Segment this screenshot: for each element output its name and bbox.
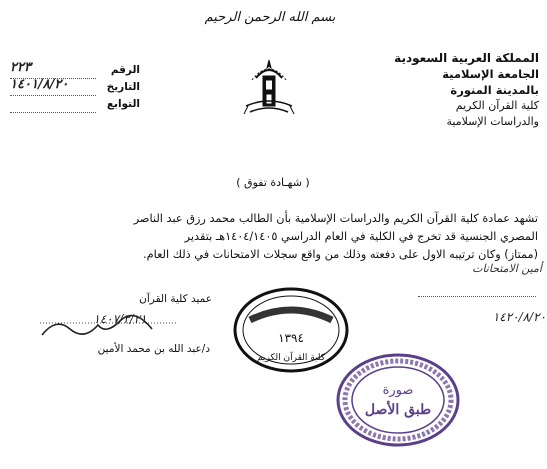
examiner-title: أمين الامتحانات [472, 262, 542, 275]
institution-block [389, 50, 539, 130]
institution-country: المملكة العربية السعودية [394, 51, 539, 65]
institution-college: كلية القرآن الكريم [455, 99, 539, 112]
date-value: ١٤٠١/٨/٢٠ [10, 77, 69, 92]
stamp-line-1: صورة [382, 383, 414, 398]
seal-bottom-text: كلية القرآن الكريم [256, 353, 326, 363]
certificate-body [10, 210, 538, 264]
meta-date-row [8, 77, 140, 98]
body-line-1: تشهد عمادة كلية القرآن الكريم والدراسات الإسلامية بأن الطالب محمد رزق عبد الناصر [133, 212, 538, 225]
copy-stamp-date: ١٤٢٠/٨/٢٠ [492, 310, 546, 324]
official-seal-icon [232, 286, 350, 374]
certificate-title: ( شهـادة تفوق ) [236, 176, 310, 189]
date-label: التاريخ [106, 81, 140, 93]
institution-city: بالمدينة المنورة [450, 83, 539, 97]
ref-value: ٢٢٣ [10, 60, 31, 75]
date-underline [10, 95, 96, 96]
dean-signature-date: ١٤٠٧/٢/٢١ [93, 312, 147, 326]
dean-title: عميد كلية القرآن [139, 293, 212, 305]
basmala: بسم الله الرحمن الرحيم [204, 10, 336, 25]
meta-attachments-row [8, 98, 140, 115]
ref-label: الرقم [110, 64, 140, 76]
body-line-2: المصري الجنسية قد تخرج في الكلية في العام الدراسي ١٤٠٤/١٤٠٥هـ بتقدير [184, 230, 538, 243]
body-line-3: (ممتاز) وكان ترتيبه الاول على دفعته وذلك من واقع سجلات الامتحانات في ذلك العام. [143, 248, 538, 261]
attachments-underline [10, 112, 96, 113]
institution-college-sub: والدراسات الإسلامية [446, 115, 539, 128]
examiner-signature-line [418, 296, 536, 297]
true-copy-stamp-icon [336, 352, 460, 448]
university-emblem-icon [240, 56, 298, 118]
attachments-label: التوابع [106, 98, 140, 110]
document-meta [8, 60, 140, 115]
seal-year: ١٣٩٤ [278, 331, 304, 345]
dean-name: د/عبد الله بن محمد الأمين [97, 343, 210, 355]
institution-university: الجامعة الإسلامية [442, 67, 539, 81]
stamp-line-2: طبق الأصل [364, 402, 432, 418]
